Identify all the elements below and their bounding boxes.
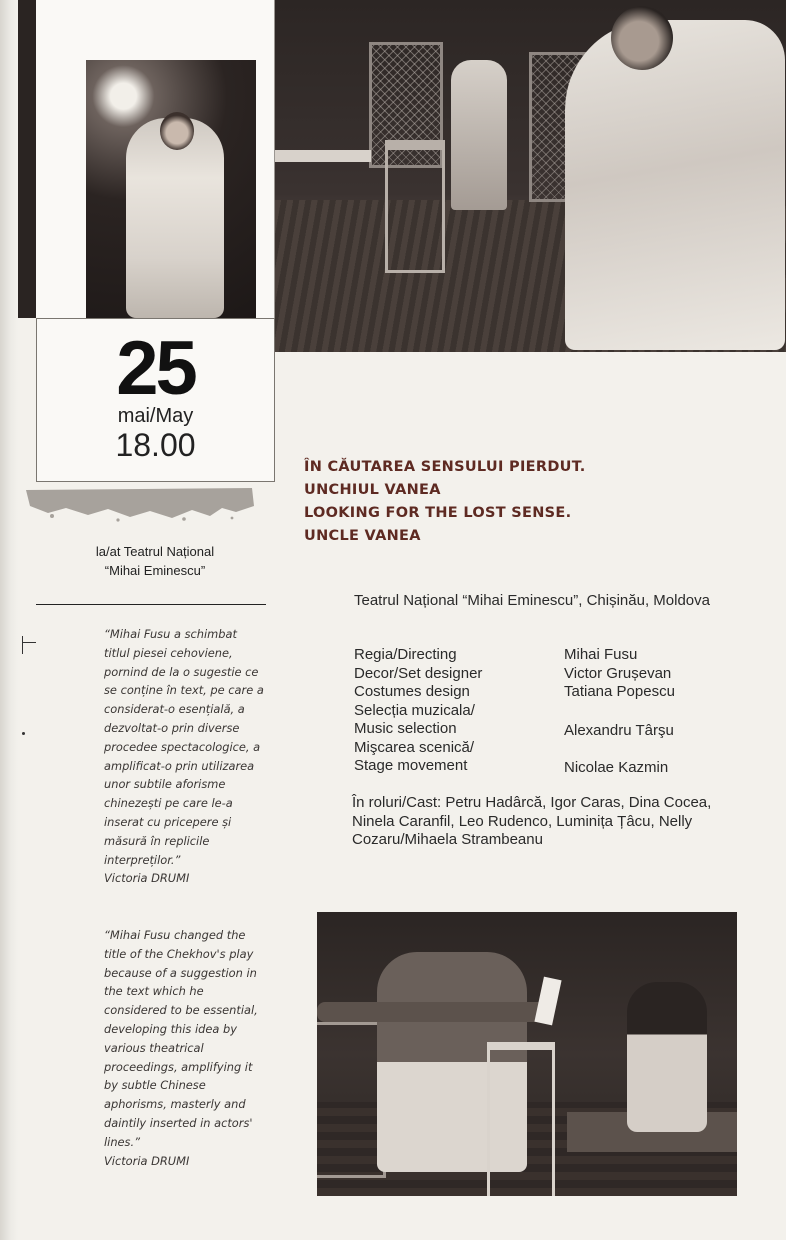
credit-name: Tatiana Popescu (564, 683, 675, 700)
event-day: 25 (116, 326, 195, 411)
credit-role: Decor/Set designer (354, 664, 483, 682)
event-time: 18.00 (115, 427, 196, 463)
quote-author: Victoria DRUMI (104, 871, 190, 886)
quote-line: by subtle Chinese (104, 1078, 206, 1093)
quote-line: proceedings, amplifying it (104, 1059, 253, 1074)
cast-line: Cozaru/Mihaela Strambeanu (352, 831, 543, 848)
brush-stroke-decoration (22, 482, 256, 522)
quote-line: considered to be essential, (104, 1003, 258, 1018)
quote-line: the text which he (104, 984, 204, 999)
divider-line (36, 604, 266, 605)
play-title-line: LOOKING FOR THE LOST SENSE. (304, 505, 572, 521)
play-title-line: UNCHIUL VANEA (304, 482, 441, 498)
margin-dot (22, 732, 25, 735)
margin-mark-vertical (22, 636, 23, 654)
credit-role: Selecția muzicala/ (354, 701, 475, 719)
credit-name: Nicolae Kazmin (564, 759, 669, 776)
play-title-line: ÎN CĂUTAREA SENSULUI PIERDUT. (304, 459, 586, 475)
stage-actor-standing (451, 60, 507, 210)
quote-line: various theatrical (104, 1040, 204, 1055)
quote-line: “Mihai Fusu a schimbat (104, 627, 237, 641)
quote-line: pornind de la o sugestie ce (104, 664, 259, 679)
quote-romanian (104, 625, 276, 888)
quote-line: daintily inserted in actors' (104, 1115, 253, 1130)
credit-role: Costumes design (354, 683, 470, 700)
quote-line: title of the Chekhov's play (104, 946, 254, 961)
stage-actor-head (611, 6, 673, 70)
photo-singer-performer (86, 60, 256, 318)
actor-holding-paper (534, 977, 561, 1026)
stage-table (275, 150, 371, 162)
quote-line: inserat cu pricepere și (104, 814, 232, 829)
credit-name: Alexandru Târşu (564, 722, 674, 739)
quote-line: considerat-o esențială, a (104, 702, 245, 717)
credit-role: Stage movement (354, 757, 468, 774)
margin-mark (22, 642, 36, 643)
photo-stage-scene (275, 0, 786, 352)
singer-head (160, 112, 194, 150)
actress-seated-woman (627, 982, 707, 1132)
play-titles (304, 456, 586, 548)
quote-line: dezvoltat-o prin diverse (104, 720, 240, 735)
cast-line: Ninela Caranfil, Leo Rudenco, Luminița Țâcu, Nelly (352, 812, 693, 830)
quote-line: amplificat-o prin utilizarea (104, 758, 255, 773)
credit-role: Music selection (354, 720, 457, 737)
quote-line: “Mihai Fusu changed the (104, 928, 246, 942)
stage-chair (487, 1042, 555, 1196)
credit-role: Regia/Directing (354, 646, 457, 663)
cast-line: În roluri/Cast: Petru Hadârcă, Igor Caras, Dina Cocea, (352, 794, 712, 811)
facing-page-edge (18, 0, 38, 318)
stage-actor-seated (565, 20, 785, 350)
stage-chair (317, 1022, 386, 1178)
cast-list (352, 794, 764, 850)
quote-line: titlul piesei cehoviene, (104, 645, 233, 660)
quote-line: developing this idea by (104, 1021, 237, 1036)
venue-block (36, 542, 274, 580)
stage-chair (385, 140, 445, 273)
quote-english (104, 926, 276, 1170)
credit-name: Victor Grușevan (564, 664, 672, 682)
event-month: mai/May (117, 405, 194, 427)
venue-line: la/at Teatrul Național (95, 544, 215, 559)
venue-line: “Mihai Eminescu” (104, 563, 206, 578)
quote-line: chinezești pe care le-a (104, 796, 233, 811)
actor-outstretched-arm (317, 1002, 547, 1022)
quote-line: procedee spectacologice, a (104, 739, 261, 754)
event-date-box (36, 318, 275, 482)
play-title-line: UNCLE VANEA (304, 528, 421, 544)
quote-line: unor subtile aforisme (104, 777, 226, 792)
quote-line: lines.” (104, 1134, 141, 1149)
quote-line: măsură în replicile (104, 833, 210, 848)
credit-name: Mihai Fusu (564, 646, 638, 663)
quote-author: Victoria DRUMI (104, 1153, 190, 1168)
quote-line: because of a suggestion in (104, 965, 257, 980)
page-binding-edge (0, 0, 18, 1240)
theatre-company: Teatrul Național “Mihai Eminescu”, Chișinău, Moldova (354, 592, 710, 609)
quote-line: interpreților.” (104, 852, 181, 867)
quote-line: aphorisms, masterly and (104, 1097, 246, 1112)
quote-line: se conține în text, pe care a (104, 683, 264, 698)
credit-role: Mişcarea scenică/ (354, 738, 475, 756)
photo-rehearsal-scene (317, 912, 737, 1196)
